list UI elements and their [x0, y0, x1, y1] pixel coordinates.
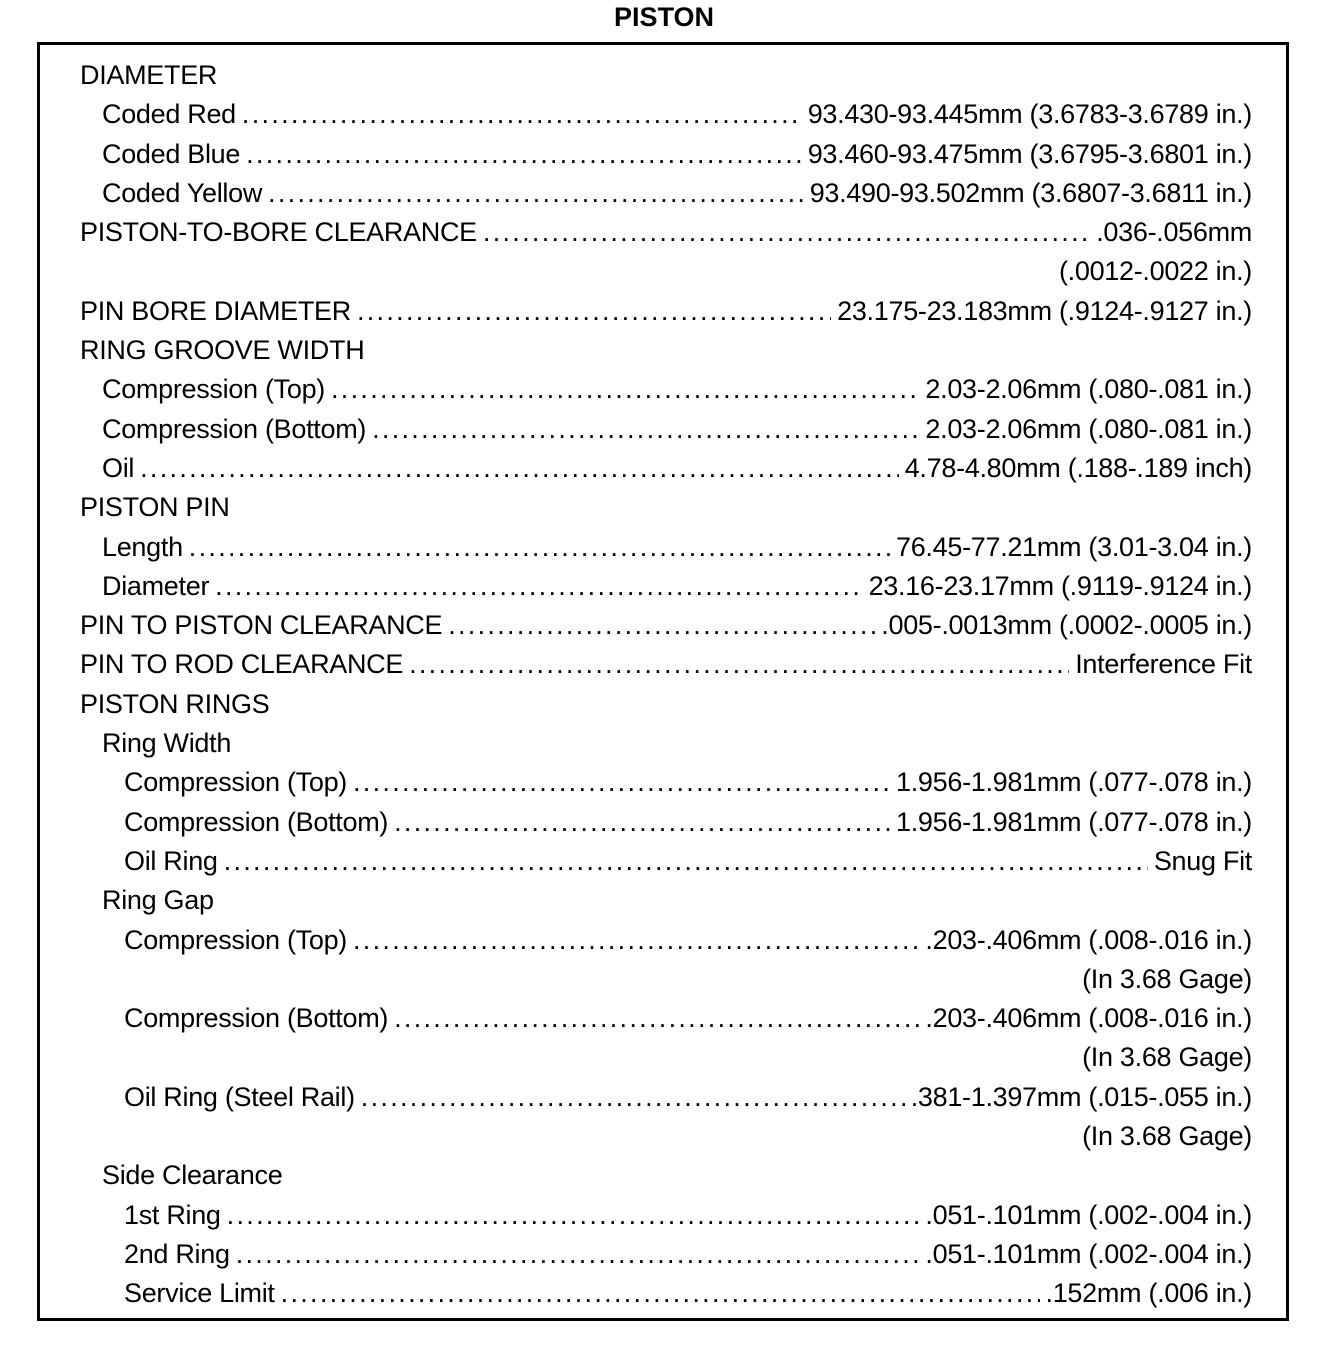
- spec-value: 23.16-23.17mm (.9119-.9124 in.): [868, 570, 1252, 601]
- spec-row: [80, 645, 1252, 684]
- spec-section-heading: [80, 881, 1252, 920]
- spec-value: .051-.101mm (.002-.004 in.): [925, 1199, 1252, 1230]
- spec-value: 1.956-1.981mm (.077-.078 in.): [896, 767, 1252, 798]
- spec-label: PISTON PIN: [80, 492, 230, 523]
- spec-table: [80, 56, 1252, 1314]
- spec-value: 93.490-93.502mm (3.6807-3.6811 in.): [809, 177, 1252, 208]
- dot-leader: [409, 645, 1069, 684]
- spec-value: .036-.056mm: [1096, 217, 1252, 248]
- dot-leader: [331, 370, 919, 409]
- dot-leader: [246, 135, 802, 174]
- dot-leader: [268, 174, 804, 213]
- spec-row: [80, 213, 1252, 252]
- spec-row-continuation: [80, 1038, 1252, 1077]
- spec-section-heading: [80, 488, 1252, 527]
- dot-leader: [281, 1274, 1040, 1313]
- spec-label: 2nd Ring: [124, 1238, 230, 1269]
- spec-row: [80, 135, 1252, 174]
- dot-leader: [353, 763, 890, 802]
- dot-leader: [357, 292, 831, 331]
- spec-label: 1st Ring: [124, 1199, 221, 1230]
- dot-leader: [189, 528, 890, 567]
- spec-value: (.0012-.0022 in.): [1058, 256, 1252, 287]
- spec-value: .005-.0013mm (.0002-.0005 in.): [881, 610, 1252, 641]
- spec-value: 93.430-93.445mm (3.6783-3.6789 in.): [807, 99, 1252, 130]
- spec-label: Compression (Bottom): [124, 806, 389, 837]
- spec-row-continuation: [80, 252, 1252, 291]
- spec-label: Coded Blue: [102, 138, 241, 169]
- dot-leader: [242, 95, 802, 134]
- spec-row-continuation: [80, 1117, 1252, 1156]
- spec-value: (In 3.68 Gage): [1082, 1042, 1252, 1073]
- spec-value: (In 3.68 Gage): [1082, 1121, 1252, 1152]
- spec-value: 4.78-4.80mm (.188-.189 inch): [904, 452, 1252, 483]
- spec-row: [80, 370, 1252, 409]
- spec-section-heading: [80, 56, 1252, 95]
- dot-leader: [224, 842, 1148, 881]
- spec-value: Interference Fit: [1075, 649, 1252, 680]
- spec-row: [80, 449, 1252, 488]
- spec-label: Oil Ring: [124, 845, 218, 876]
- spec-label: Ring Width: [102, 728, 232, 759]
- spec-label: PISTON-TO-BORE CLEARANCE: [80, 217, 477, 248]
- spec-section-heading: [80, 331, 1252, 370]
- spec-section-heading: [80, 724, 1252, 763]
- spec-row: [80, 842, 1252, 881]
- spec-label: Compression (Bottom): [124, 1003, 389, 1034]
- spec-label: Coded Red: [102, 99, 236, 130]
- dot-leader: [448, 606, 875, 645]
- dot-leader: [483, 213, 1090, 252]
- spec-row: [80, 1078, 1252, 1117]
- spec-value: 93.460-93.475mm (3.6795-3.6801 in.): [807, 138, 1252, 169]
- spec-section-heading: [80, 1156, 1252, 1195]
- spec-label: Compression (Top): [102, 374, 325, 405]
- spec-value: .051-.101mm (.002-.004 in.): [925, 1238, 1252, 1269]
- spec-value: .203-.406mm (.008-.016 in.): [925, 1003, 1252, 1034]
- spec-row: [80, 921, 1252, 960]
- spec-label: PIN TO ROD CLEARANCE: [80, 649, 404, 680]
- spec-row: [80, 292, 1252, 331]
- spec-label: Diameter: [102, 570, 210, 601]
- spec-label: RING GROOVE WIDTH: [80, 335, 365, 366]
- spec-label: DIAMETER: [80, 60, 218, 90]
- spec-section-heading: [80, 685, 1252, 724]
- spec-row: [80, 567, 1252, 606]
- dot-leader: [372, 410, 919, 449]
- spec-value: .381-1.397mm (.015-.055 in.): [910, 1081, 1252, 1112]
- page-title: PISTON: [613, 2, 715, 32]
- spec-label: Service Limit: [124, 1278, 275, 1309]
- dot-leader: [236, 1235, 920, 1274]
- spec-row: [80, 1235, 1252, 1274]
- spec-label: PIN TO PISTON CLEARANCE: [80, 610, 443, 641]
- spec-row: [80, 174, 1252, 213]
- spec-value: 1.956-1.981mm (.077-.078 in.): [896, 806, 1252, 837]
- spec-value: 2.03-2.06mm (.080-.081 in.): [925, 413, 1252, 444]
- spec-label: PISTON RINGS: [80, 688, 270, 719]
- dot-leader: [353, 921, 919, 960]
- spec-value: (In 3.68 Gage): [1082, 963, 1252, 994]
- spec-label: PIN BORE DIAMETER: [80, 295, 351, 326]
- spec-value: .203-.406mm (.008-.016 in.): [925, 924, 1252, 955]
- spec-row: [80, 1196, 1252, 1235]
- spec-value: 2.03-2.06mm (.080-.081 in.): [925, 374, 1252, 405]
- spec-label: Oil: [102, 452, 135, 483]
- spec-label: Oil Ring (Steel Rail): [124, 1081, 355, 1112]
- spec-value: .152mm (.006 in.): [1045, 1278, 1252, 1309]
- dot-leader: [394, 999, 919, 1038]
- spec-label: Coded Yellow: [102, 177, 263, 208]
- spec-row: [80, 528, 1252, 567]
- spec-value: 23.175-23.183mm (.9124-.9127 in.): [837, 295, 1252, 326]
- dot-leader: [215, 567, 862, 606]
- dot-leader: [394, 803, 890, 842]
- spec-row: [80, 999, 1252, 1038]
- spec-row: [80, 95, 1252, 134]
- spec-label: Ring Gap: [102, 885, 214, 916]
- spec-row: [80, 803, 1252, 842]
- spec-row: [80, 410, 1252, 449]
- spec-label: Compression (Top): [124, 767, 347, 798]
- spec-value: Snug Fit: [1153, 845, 1252, 876]
- spec-row-continuation: [80, 960, 1252, 999]
- spec-value: 76.45-77.21mm (3.01-3.04 in.): [896, 531, 1252, 562]
- spec-label: Compression (Top): [124, 924, 347, 955]
- spec-row: [80, 606, 1252, 645]
- dot-leader: [227, 1196, 920, 1235]
- spec-row: [80, 1274, 1252, 1313]
- spec-label: Compression (Bottom): [102, 413, 367, 444]
- spec-label: Side Clearance: [102, 1160, 283, 1191]
- spec-label: Length: [102, 531, 183, 562]
- dot-leader: [140, 449, 899, 488]
- spec-row: [80, 763, 1252, 802]
- dot-leader: [361, 1078, 905, 1117]
